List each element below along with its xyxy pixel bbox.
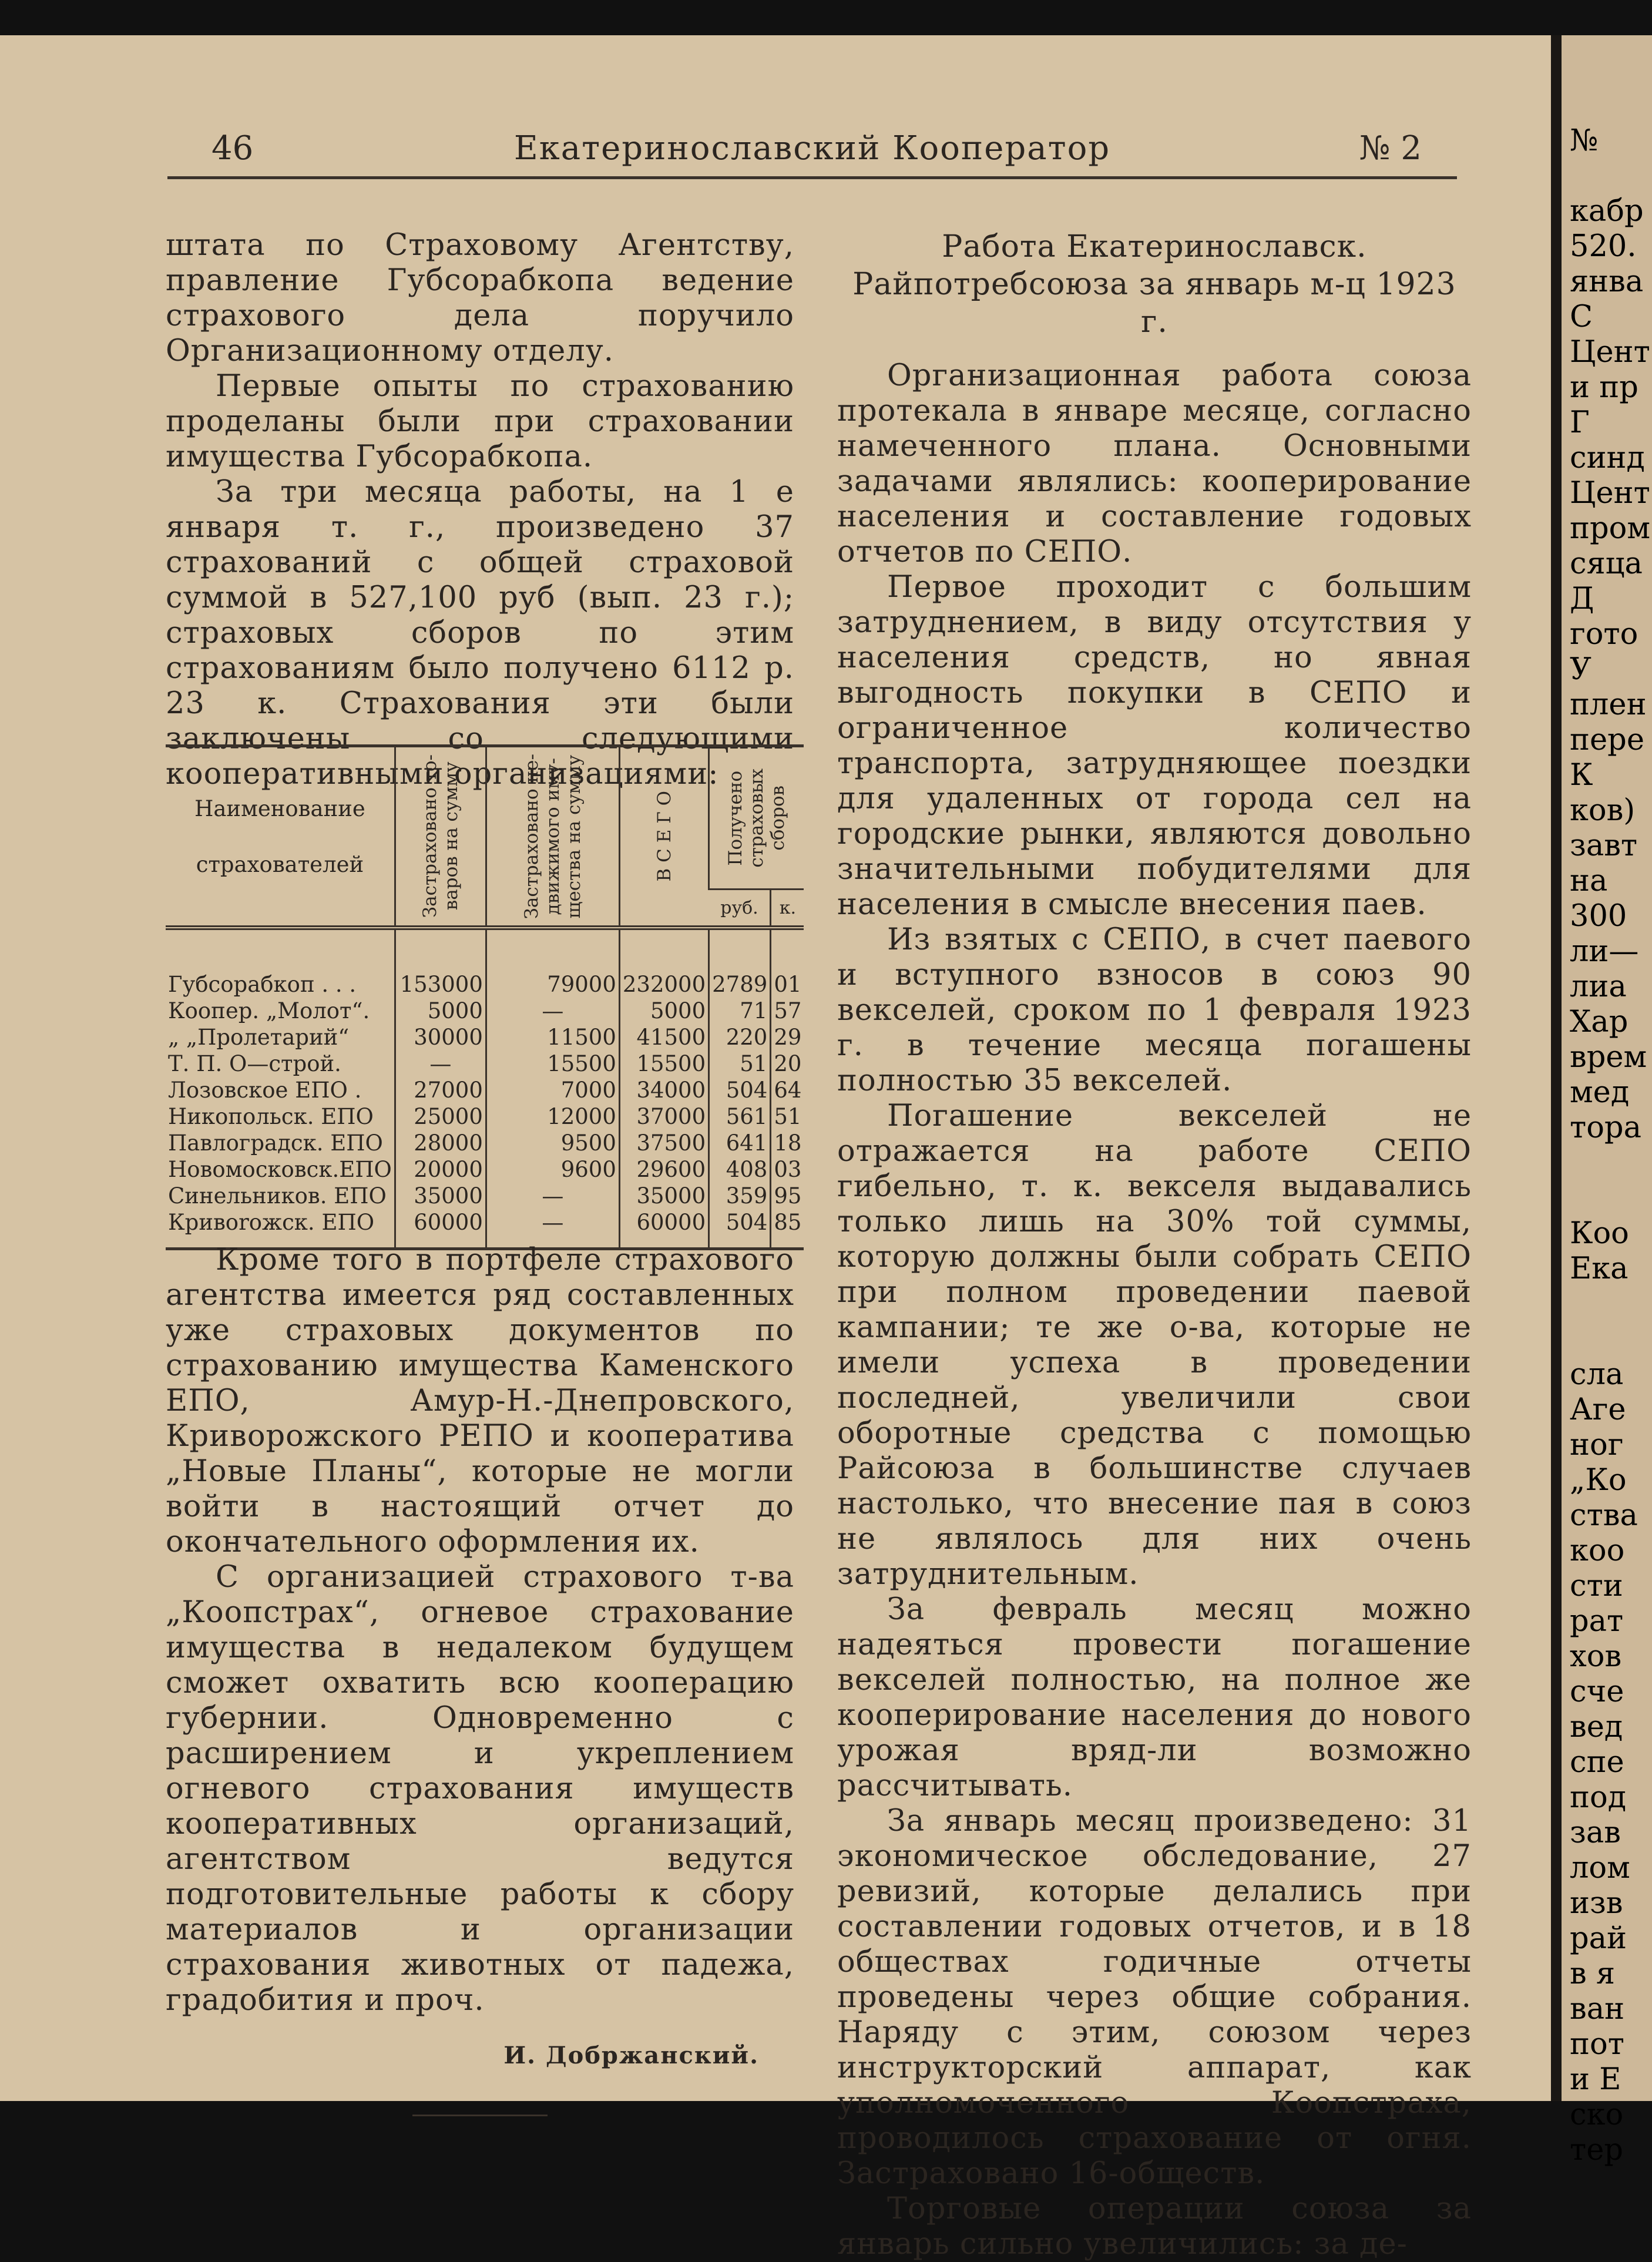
next-page-line: тер — [1570, 2133, 1624, 2167]
received-kop: 18 — [771, 1130, 804, 1156]
next-page-line: ства — [1570, 1498, 1638, 1533]
next-page-line: сче — [1570, 1674, 1624, 1709]
table-body — [166, 928, 804, 1249]
property-amount: 79000 — [486, 928, 619, 998]
paragraph: Погашение векселей не отражается на работе СЕПО гибельно, т. к. векселя выдавались только лишь на 30% той суммы, которую должны были собрать СЕПО при полном проведении паевой кампании; те же о-ва, которые не имели успеха в проведении последней, увеличили свои оборотные средства с помощью Райсоюза в большинстве случаев настолько, что внесение пая в союз не являлось для них очень затруднительным. — [837, 1099, 1472, 1592]
next-page-line: Коо — [1570, 1216, 1629, 1251]
next-page-line: № — [1570, 123, 1599, 158]
received-rub: 408 — [709, 1156, 771, 1183]
page — [0, 35, 1551, 2261]
left-column-top — [166, 228, 794, 792]
insurer-name: Т. П. О—строй. — [168, 1051, 341, 1076]
next-page-edge — [1551, 35, 1652, 2167]
table-row — [166, 1130, 804, 1156]
next-page-line: тора — [1570, 1110, 1641, 1145]
received-rub: 71 — [709, 998, 771, 1024]
insurer-name: Кривorожск. ЕПО — [168, 1210, 375, 1235]
divider — [412, 2115, 548, 2116]
next-page-line — [1570, 159, 1652, 194]
paragraph: Первые опыты по страхованию проделаны были при страховании имущества Губсорабкопа. — [166, 369, 794, 474]
author-signature: И. Добржанский. — [503, 2042, 759, 2069]
received-kop: 51 — [771, 1103, 804, 1130]
insurer-name: Новомосковск.ЕПО — [168, 1157, 392, 1182]
goods-amount: 20000 — [395, 1156, 486, 1183]
received-rub: 51 — [709, 1051, 771, 1077]
goods-amount: 5000 — [395, 998, 486, 1024]
paragraph: С организацией страхового т-ва „Коопстрах“, огневое страхование имущества в недалеком будущем сможет охватить всю кооперацию губернии. Одновременно с расширением и укреплением огневого страхования имуществ кооперативных организаций, агентством ведутся подготовительные работы к сбору материалов и организации страхования животных от падежа, градобития и проч. — [166, 1560, 794, 2018]
next-page-line: сти — [1570, 1569, 1623, 1603]
paragraph: Кроме того в портфеле страхового агентства имеется ряд составленных уже страховых документов по страхованию имущества Каменского ЕПО, Амур-Н.-Днепровского, Криворожского РЕПО и кооператива „Новые Планы“, которые не могли войти в настоящий отчет до окончательного оформления их. — [166, 1243, 794, 1559]
total-amount: 41500 — [619, 1024, 709, 1051]
insurer-name: Губсорабкоп . . . — [168, 972, 357, 997]
header-property — [486, 746, 619, 928]
table-row — [166, 1051, 804, 1077]
received-rub: 561 — [709, 1103, 771, 1130]
header-name-line1: Наименование — [194, 796, 365, 821]
header-name — [166, 746, 395, 928]
article-title: Работа Екатеринославск. Райпотребсоюза за январь м-ц 1923 г. — [852, 229, 1456, 340]
property-amount: 9600 — [486, 1156, 619, 1183]
table-row — [166, 1183, 804, 1209]
total-amount: 37500 — [619, 1130, 709, 1156]
next-page-line: кабр — [1570, 194, 1644, 229]
next-page-line: Д — [1570, 582, 1594, 616]
received-rub: 2789 — [709, 928, 771, 998]
paragraph: Торговые операции союза за январь сильно увеличились: за де- — [837, 2191, 1472, 2261]
received-kop: 57 — [771, 998, 804, 1024]
next-page-line: лом — [1570, 1851, 1630, 1885]
next-page-line: У — [1570, 652, 1591, 687]
next-page-line: ско — [1570, 2097, 1624, 2132]
next-page-line: ков) — [1570, 793, 1636, 828]
next-page-line: плен — [1570, 687, 1647, 722]
insurer-name: Синельников. ЕПО — [168, 1183, 387, 1209]
next-page-line: на — [1570, 864, 1608, 898]
paragraph: Первое проходит с большим затруднением, в виду отсутствия у населения средств, но явная выгодность покупки в СЕПО и ограниченное количество транспорта, затрудняющее поездки для удаленных от города сел на городские рынки, являются довольно значительными побудителями для населения в смысле внесения паев. — [837, 570, 1472, 922]
next-page-line: синд — [1570, 441, 1645, 475]
insurer-name: „ „Пролетарий“ — [168, 1025, 350, 1050]
table-row — [166, 1103, 804, 1130]
next-page-line: пром — [1570, 511, 1651, 546]
total-amount: 232000 — [619, 928, 709, 998]
paragraph: штата по Страховому Агентству, правление Губсорабкопа ведение страхового дела поручило Организационному отделу. — [166, 228, 794, 368]
next-page-line: рат — [1570, 1604, 1624, 1639]
received-kop: 64 — [771, 1077, 804, 1103]
right-column — [837, 228, 1472, 2262]
next-page-line: пере — [1570, 723, 1645, 757]
insurer-name: Павлоградск. ЕПО — [168, 1130, 383, 1156]
goods-amount: 153000 — [395, 928, 486, 998]
received-rub: 641 — [709, 1130, 771, 1156]
next-page-line: К — [1570, 758, 1593, 793]
next-page-line: лиа — [1570, 969, 1627, 1004]
next-page-line: гото — [1570, 617, 1638, 652]
goods-amount: 25000 — [395, 1103, 486, 1130]
property-amount: — — [486, 998, 619, 1024]
next-page-line — [1570, 1287, 1652, 1322]
next-page-line: спе — [1570, 1745, 1624, 1780]
next-page-line: рай — [1570, 1921, 1627, 1956]
property-amount: 11500 — [486, 1024, 619, 1051]
next-page-line: Хар — [1570, 1005, 1629, 1039]
next-page-line: зав — [1570, 1815, 1621, 1850]
total-amount: 34000 — [619, 1077, 709, 1103]
paragraph: За январь месяц произведено: 31 экономическое обследование, 27 ревизий, которые делались при составлении годовых отчетов, и в 18 обществах годичные отчеты проведены через общие собрания. Наряду с этим, союзом через инструкторский аппарат, как уполномоченного Коопстраха, проводилось страхование от огня. Застраховано 16-обществ. — [837, 1804, 1472, 2191]
page-header — [167, 123, 1457, 179]
header-name-line2: страхователей — [196, 851, 364, 877]
header-total-text: В С Е Г О — [653, 791, 675, 882]
insurer-name: Никопольск. ЕПО — [168, 1104, 374, 1129]
next-page-line: в я — [1570, 1956, 1616, 1991]
received-rub: 504 — [709, 1077, 771, 1103]
received-rub: 504 — [709, 1209, 771, 1249]
total-amount: 29600 — [619, 1156, 709, 1183]
header-property-text: Застраховано не- движимого иму- щества на сумму — [521, 753, 585, 919]
property-amount: — — [486, 1209, 619, 1249]
next-page-line: ван — [1570, 1992, 1625, 2026]
insurance-table — [166, 744, 804, 1250]
table-row — [166, 1156, 804, 1183]
next-page-line: Цент — [1570, 335, 1650, 370]
header-unit-kop: к. — [771, 890, 804, 928]
next-page-line: и пр — [1570, 370, 1638, 405]
received-kop: 01 — [771, 928, 804, 998]
header-total — [619, 746, 709, 928]
next-page-line: Г — [1570, 405, 1590, 440]
header-unit-rub: руб. — [709, 890, 771, 928]
next-page-line: сяца — [1570, 546, 1643, 581]
paragraph: За февраль месяц можно надеяться провести погашение векселей полностью, на полное же кооперирование населения до нового урожая вряд-ли возможно рассчитывать. — [837, 1592, 1472, 1803]
table-row — [166, 1024, 804, 1051]
total-amount: 37000 — [619, 1103, 709, 1130]
received-kop: 03 — [771, 1156, 804, 1183]
paragraph: Организационная работа союза протекала в январе месяце, согласно намеченного плана. Основными задачами являлись: кооперирование населения и составление годовых отчетов по СЕПО. — [837, 358, 1472, 569]
goods-amount: 60000 — [395, 1209, 486, 1249]
page-number: 46 — [211, 129, 254, 167]
left-column-bottom — [166, 1243, 794, 2116]
next-page-line: Цент — [1570, 476, 1650, 511]
next-page-line: С — [1570, 300, 1593, 334]
property-amount: 9500 — [486, 1130, 619, 1156]
next-page-line: ног — [1570, 1428, 1624, 1462]
next-page-line: пот — [1570, 2027, 1624, 2062]
next-page-line: вед — [1570, 1710, 1623, 1744]
header-goods-text: Застраховано то- варов на сумму — [419, 754, 462, 918]
goods-amount: 35000 — [395, 1183, 486, 1209]
property-amount: 12000 — [486, 1103, 619, 1130]
next-page-line: „Ко — [1570, 1463, 1627, 1498]
next-page-line: под — [1570, 1780, 1627, 1815]
paragraph: Из взятых с СЕПО, в счет паевого и вступного взносов в союз 90 векселей, сроком по 1 февраля 1923 г. в течение месяца погашены полностью 35 векселей. — [837, 922, 1472, 1098]
insurer-name: Коопер. „Молот“. — [168, 998, 370, 1023]
next-page-line: врем — [1570, 1040, 1647, 1075]
received-rub: 220 — [709, 1024, 771, 1051]
received-kop: 95 — [771, 1183, 804, 1209]
goods-amount: 27000 — [395, 1077, 486, 1103]
next-page-line: Ека — [1570, 1251, 1629, 1286]
next-page-line — [1570, 1181, 1652, 1216]
next-page-line: завт — [1570, 828, 1638, 863]
next-page-line: изв — [1570, 1886, 1623, 1921]
table-row — [166, 928, 804, 998]
running-title: Екатеринославский Кооператор — [513, 129, 1111, 167]
next-page-line: мед — [1570, 1075, 1630, 1110]
received-kop: 29 — [771, 1024, 804, 1051]
received-kop: 20 — [771, 1051, 804, 1077]
next-page-line: Аге — [1570, 1392, 1626, 1427]
table-row — [166, 1077, 804, 1103]
total-amount: 5000 — [619, 998, 709, 1024]
header-received-text: Получено страховых сборов — [725, 768, 789, 868]
header-received — [709, 746, 804, 890]
next-page-line: янва — [1570, 264, 1644, 299]
goods-amount: 28000 — [395, 1130, 486, 1156]
next-page-line — [1570, 1146, 1652, 1181]
next-page-line: 300 — [1570, 899, 1627, 934]
next-page-text — [1562, 35, 1652, 2168]
next-page-line: хов — [1570, 1639, 1622, 1674]
goods-amount: 30000 — [395, 1024, 486, 1051]
next-page-line: сла — [1570, 1357, 1624, 1392]
header-goods — [395, 746, 486, 928]
property-amount: 7000 — [486, 1077, 619, 1103]
paragraph: За три месяца работы, на 1 е января т. г., произведено 37 страхований с общей страховой суммой в 527,100 руб (вып. 23 г.); страховых сборов по этим страхованиям было получено 6112 р. 23 к. Страхования эти были заключены со следующими кооперативными организациями: — [166, 475, 794, 791]
goods-amount: — — [395, 1051, 486, 1077]
issue-number: № 2 — [1359, 129, 1422, 167]
total-amount: 35000 — [619, 1183, 709, 1209]
next-page-line: 520. — [1570, 229, 1637, 264]
next-page-line: ли— — [1570, 934, 1639, 969]
property-amount: — — [486, 1183, 619, 1209]
received-rub: 359 — [709, 1183, 771, 1209]
next-page-line — [1570, 1322, 1652, 1357]
property-amount: 15500 — [486, 1051, 619, 1077]
next-page-line: коо — [1570, 1533, 1625, 1568]
table-row — [166, 998, 804, 1024]
received-kop: 85 — [771, 1209, 804, 1249]
total-amount: 60000 — [619, 1209, 709, 1249]
total-amount: 15500 — [619, 1051, 709, 1077]
next-page-line: и Е — [1570, 2062, 1621, 2097]
insurer-name: Лозовское ЕПО . — [168, 1078, 362, 1103]
